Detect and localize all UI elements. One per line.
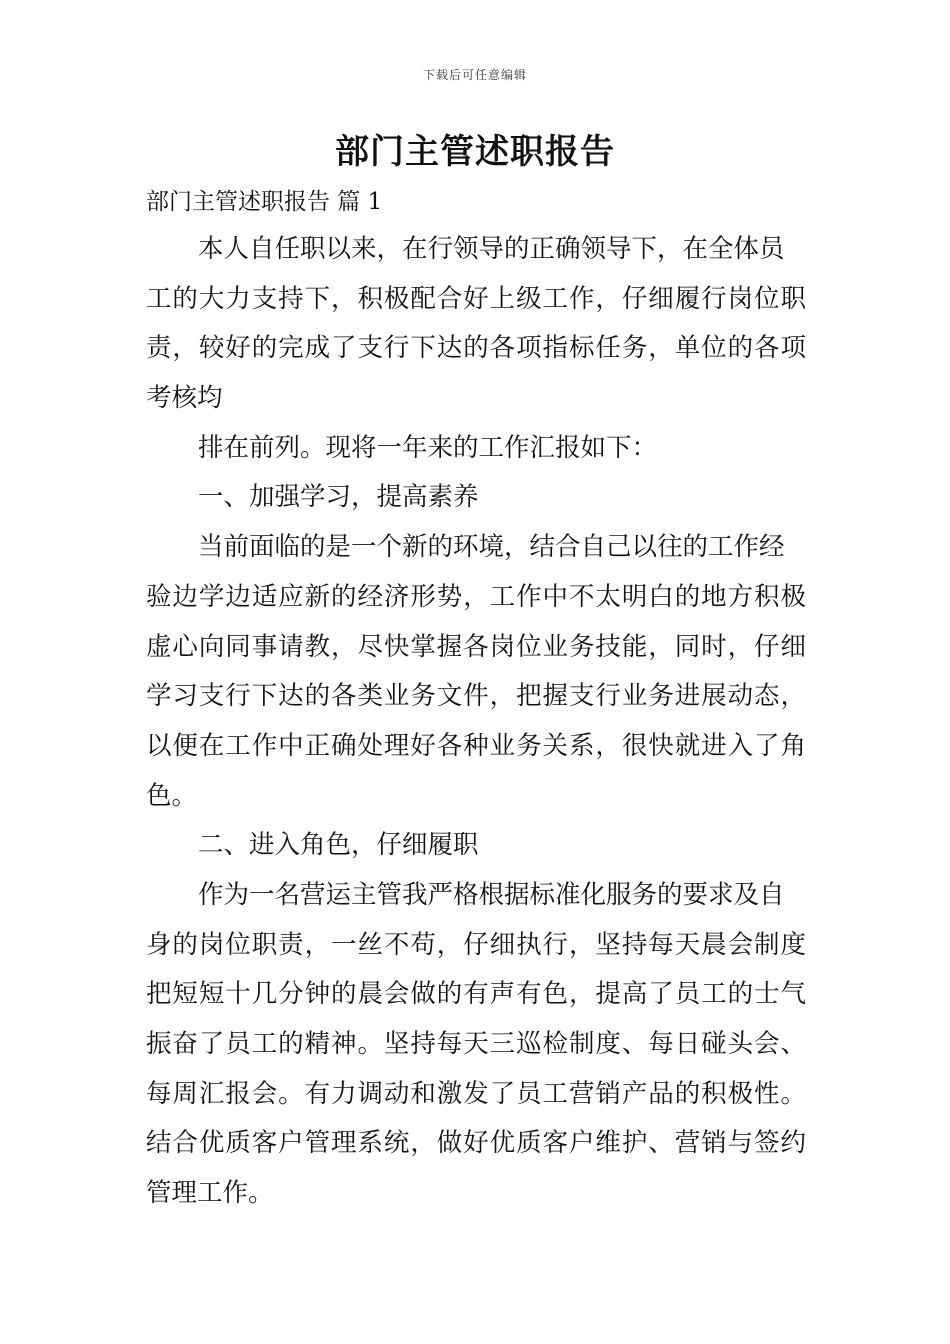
paragraph-line: 工的大力支持下，积极配合好上级工作，仔细履行岗位职 bbox=[146, 283, 806, 314]
paragraph-line: 身的岗位职责，一丝不苟，仔细执行，坚持每天晨会制度 bbox=[146, 929, 806, 960]
paragraph-line: 本人自任职以来，在行领导的正确领导下，在全体员 bbox=[198, 234, 785, 264]
paragraph-line: 虚心向同事请教，尽快掌握各岗位业务技能，同时，仔细 bbox=[146, 631, 806, 662]
paragraph-line: 验边学边适应新的经济形势，工作中不太明白的地方积极 bbox=[146, 581, 806, 612]
paragraph-line: 考核均 bbox=[146, 383, 223, 414]
document-title: 部门主管述职报告 bbox=[335, 132, 615, 172]
paragraph-line: 学习支行下达的各类业务文件，把握支行业务进展动态， bbox=[146, 681, 806, 712]
paragraph-line: 当前面临的是一个新的环境，结合自己以往的工作经 bbox=[198, 532, 785, 563]
paragraph-line: 责，较好的完成了支行下达的各项指标任务，单位的各项 bbox=[146, 333, 806, 364]
section-heading: 一、加强学习，提高素养 bbox=[198, 482, 479, 513]
paragraph-line: 每周汇报会。有力调动和激发了员工营销产品的积极性。 bbox=[146, 1078, 806, 1109]
paragraph-line: 管理工作。 bbox=[146, 1178, 274, 1209]
paragraph-line: 以便在工作中正确处理好各种业务关系，很快就进入了角 bbox=[146, 730, 806, 761]
paragraph-line: 排在前列。现将一年来的工作汇报如下： bbox=[198, 432, 658, 463]
paragraph-line: 色。 bbox=[146, 780, 198, 811]
body-text bbox=[146, 230, 806, 1224]
paragraph-line: 振奋了员工的精神。坚持每天三巡检制度、每日碰头会、 bbox=[146, 1029, 806, 1059]
header-note: 下载后可任意编辑 bbox=[422, 68, 527, 82]
paragraph-line: 把短短十几分钟的晨会做的有声有色，提高了员工的士气 bbox=[146, 979, 806, 1010]
section-heading: 二、进入角色，仔细履职 bbox=[198, 830, 479, 861]
section-subtitle: 部门主管述职报告 篇 1 bbox=[146, 189, 383, 215]
paragraph-line: 结合优质客户管理系统，做好优质客户维护、营销与签约 bbox=[146, 1128, 806, 1159]
paragraph-line: 作为一名营运主管我严格根据标准化服务的要求及自 bbox=[198, 879, 785, 910]
